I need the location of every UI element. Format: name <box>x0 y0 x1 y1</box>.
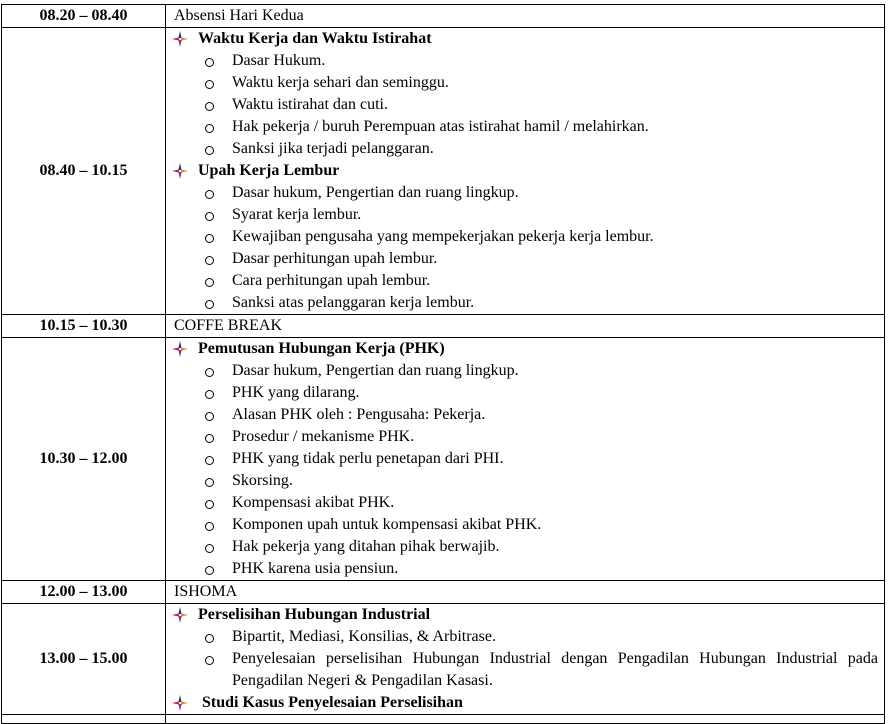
list-item <box>172 514 878 536</box>
list-item <box>172 248 878 270</box>
circle-bullet-icon <box>202 292 232 314</box>
list-item-text: Dasar perhitungan upah lembur. <box>232 250 438 267</box>
topic-heading <box>172 28 878 50</box>
list-item <box>172 270 878 292</box>
circle-bullet-icon <box>202 514 232 536</box>
list-item <box>172 138 878 160</box>
schedule-row <box>2 28 885 315</box>
list-item <box>172 226 878 248</box>
list-item-text: PHK yang tidak perlu penetapan dari PHI. <box>232 450 504 467</box>
schedule-row <box>2 315 885 338</box>
list-item <box>172 382 878 404</box>
circle-bullet-icon <box>202 558 232 580</box>
activity-cell: COFFE BREAK <box>166 315 885 338</box>
list-item-text: Sanksi jika terjadi pelanggaran. <box>232 140 434 157</box>
star-bullet-icon <box>172 338 198 360</box>
star-bullet-icon <box>172 604 198 626</box>
list-item-text: Kompensasi akibat PHK. <box>232 494 395 511</box>
list-item-text: Prosedur / mekanisme PHK. <box>232 428 415 445</box>
circle-bullet-icon <box>202 138 232 160</box>
circle-bullet-icon <box>202 404 232 426</box>
circle-bullet-icon <box>202 116 232 138</box>
circle-bullet-icon <box>202 182 232 204</box>
topic-title: Waktu Kerja dan Waktu Istirahat <box>198 30 432 47</box>
topic-heading <box>172 160 878 182</box>
list-item-text: Penyelesaian perselisihan Hubungan Industrial dengan Pengadilan Hubungan Industrial pada Pengadilan Negeri & Pengadilan Kasasi. <box>232 650 878 689</box>
circle-bullet-icon <box>202 536 232 558</box>
list-item-text: Dasar hukum, Pengertian dan ruang lingkup. <box>232 184 519 201</box>
topic-heading <box>172 604 878 626</box>
list-item <box>172 292 878 314</box>
schedule-body <box>2 5 885 724</box>
topic-heading <box>172 692 878 714</box>
list-item-text: Syarat kerja lembur. <box>232 206 362 223</box>
list-item-text: Hak pekerja / buruh Perempuan atas istirahat hamil / melahirkan. <box>232 118 649 135</box>
schedule-table <box>1 4 885 724</box>
activity-cell <box>166 604 885 715</box>
list-item <box>172 448 878 470</box>
topic-heading <box>172 338 878 360</box>
list-item <box>172 536 878 558</box>
list-item <box>172 204 878 226</box>
list-item-text: Hak pekerja yang ditahan pihak berwajib. <box>232 538 500 555</box>
circle-bullet-icon <box>202 94 232 116</box>
circle-bullet-icon <box>202 248 232 270</box>
list-item-text: Waktu kerja sehari dan seminggu. <box>232 74 449 91</box>
schedule-row <box>2 5 885 28</box>
topic-title: Upah Kerja Lembur <box>198 162 340 179</box>
circle-bullet-icon <box>202 204 232 226</box>
activity-cell <box>166 338 885 581</box>
circle-bullet-icon <box>202 72 232 94</box>
circle-bullet-icon <box>202 448 232 470</box>
list-item <box>172 50 878 72</box>
circle-bullet-icon <box>202 648 232 670</box>
circle-bullet-icon <box>202 470 232 492</box>
circle-bullet-icon <box>202 360 232 382</box>
list-item-text: Sanksi atas pelanggaran kerja lembur. <box>232 294 475 311</box>
star-bullet-icon <box>172 692 198 714</box>
list-item <box>172 492 878 514</box>
list-item <box>172 94 878 116</box>
list-item-text: Kewajiban pengusaha yang mempekerjakan pekerja kerja lembur. <box>232 228 654 245</box>
list-item <box>172 182 878 204</box>
time-cell <box>2 715 166 724</box>
schedule-row <box>2 604 885 715</box>
star-bullet-icon <box>172 28 198 50</box>
activity-cell: ISHOMA <box>166 581 885 604</box>
time-cell: 13.00 – 15.00 <box>2 604 166 715</box>
circle-bullet-icon <box>202 382 232 404</box>
time-cell: 12.00 – 13.00 <box>2 581 166 604</box>
activity-cell: Absensi Hari Kedua <box>166 5 885 28</box>
schedule-row-partial <box>2 715 885 724</box>
activity-cell <box>166 28 885 315</box>
time-cell: 10.15 – 10.30 <box>2 315 166 338</box>
list-item <box>172 648 878 692</box>
circle-bullet-icon <box>202 426 232 448</box>
circle-bullet-icon <box>202 270 232 292</box>
topic-title: Perselisihan Hubungan Industrial <box>198 606 431 623</box>
list-item-text: Komponen upah untuk kompensasi akibat PHK. <box>232 516 542 533</box>
circle-bullet-icon <box>202 226 232 248</box>
time-cell: 10.30 – 12.00 <box>2 338 166 581</box>
circle-bullet-icon <box>202 50 232 72</box>
time-cell: 08.40 – 10.15 <box>2 28 166 315</box>
list-item <box>172 360 878 382</box>
list-item-text: PHK yang dilarang. <box>232 384 360 401</box>
time-cell: 08.20 – 08.40 <box>2 5 166 28</box>
topic-title: Studi Kasus Penyelesaian Perselisihan <box>198 694 463 711</box>
schedule-row <box>2 581 885 604</box>
list-item-text: Bipartit, Mediasi, Konsilias, & Arbitrase. <box>232 628 496 645</box>
circle-bullet-icon <box>202 626 232 648</box>
list-item <box>172 404 878 426</box>
list-item-text: Waktu istirahat dan cuti. <box>232 96 388 113</box>
list-item-text: Dasar hukum, Pengertian dan ruang lingkup. <box>232 362 519 379</box>
list-item-text: Alasan PHK oleh : Pengusaha: Pekerja. <box>232 406 486 423</box>
list-item <box>172 426 878 448</box>
list-item-text: Cara perhitungan upah lembur. <box>232 272 431 289</box>
list-item <box>172 470 878 492</box>
circle-bullet-icon <box>202 492 232 514</box>
list-item-text: Skorsing. <box>232 472 293 489</box>
schedule-row <box>2 338 885 581</box>
list-item <box>172 558 878 580</box>
list-item <box>172 72 878 94</box>
activity-cell <box>166 715 885 724</box>
list-item-text: PHK karena usia pensiun. <box>232 560 399 577</box>
topic-title: Pemutusan Hubungan Kerja (PHK) <box>198 340 445 357</box>
star-bullet-icon <box>172 160 198 182</box>
list-item-text: Dasar Hukum. <box>232 52 326 69</box>
list-item <box>172 626 878 648</box>
list-item <box>172 116 878 138</box>
